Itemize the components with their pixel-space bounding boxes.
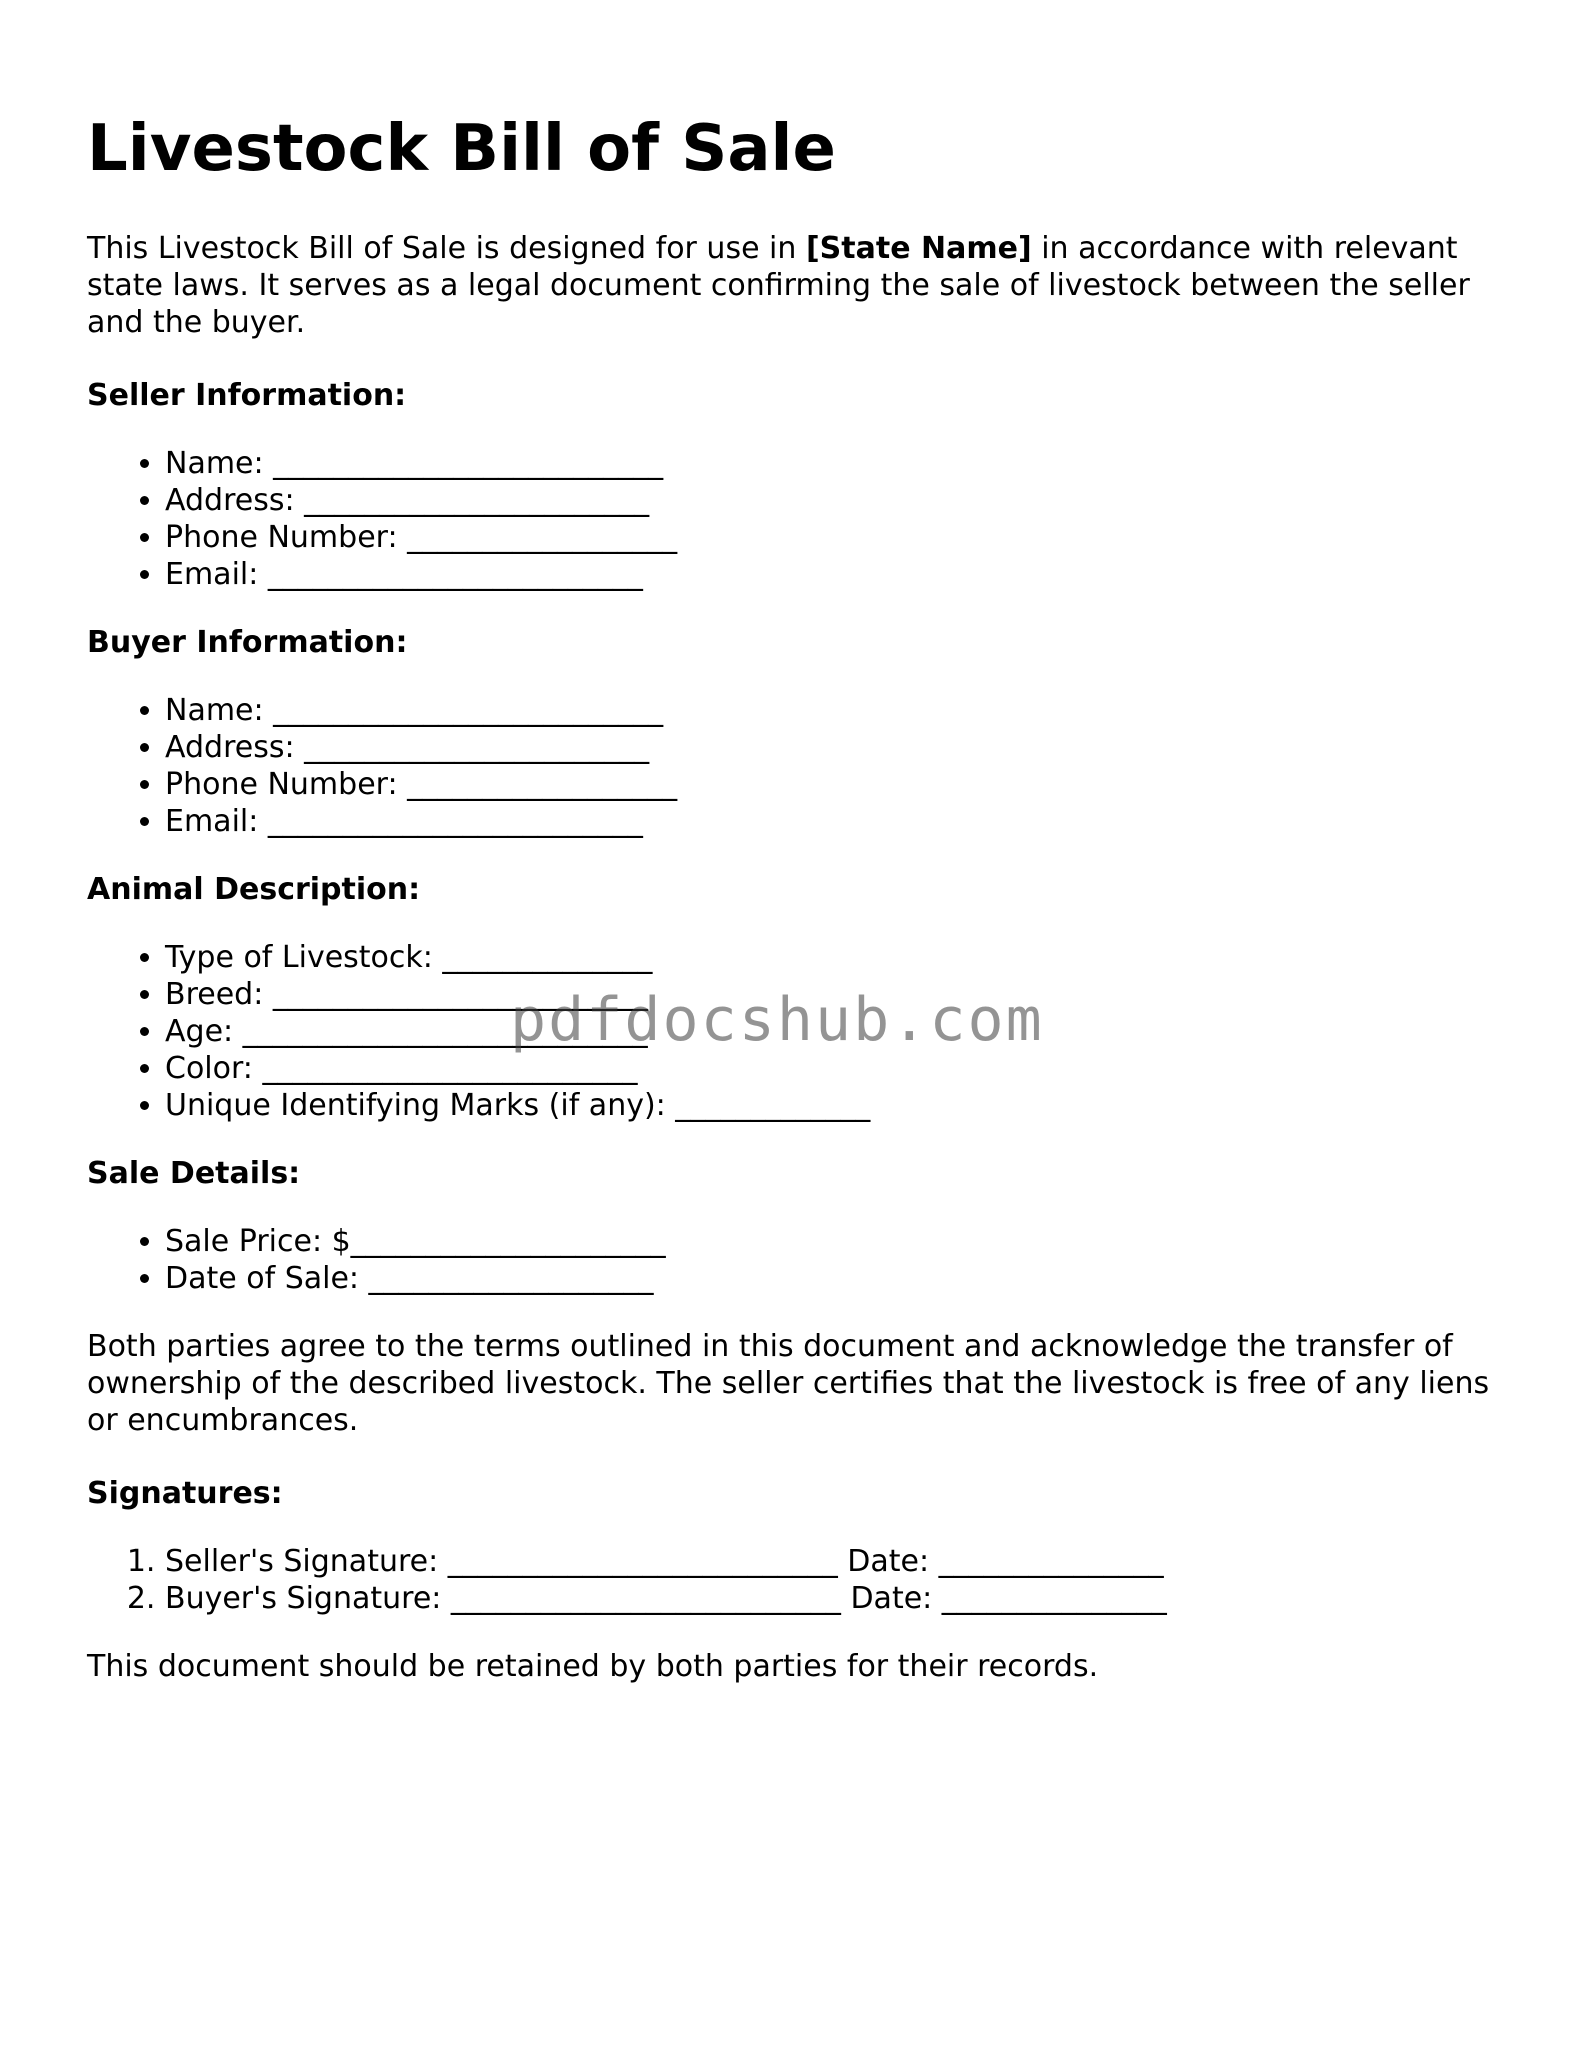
signatures-heading: Signatures: bbox=[87, 1476, 283, 1511]
buyer-list bbox=[87, 692, 1517, 840]
intro-paragraph bbox=[87, 230, 1517, 341]
buyer-phone-field: • Phone Number: __________________ bbox=[165, 766, 1517, 803]
buyer-heading: Buyer Information: bbox=[87, 625, 408, 660]
sale-heading: Sale Details: bbox=[87, 1156, 301, 1191]
watermark-text: pdfdocshub.com bbox=[510, 985, 1044, 1055]
seller-heading: Seller Information: bbox=[87, 378, 407, 413]
document-title: Livestock Bill of Sale bbox=[87, 112, 836, 186]
seller-signature-line: 1. Seller's Signature: __________________________ Date: _______________ bbox=[165, 1543, 1517, 1580]
buyer-signature-line: 2. Buyer's Signature: __________________________ Date: _______________ bbox=[165, 1580, 1517, 1617]
seller-phone-field: • Phone Number: __________________ bbox=[165, 519, 1517, 556]
animal-type-field: • Type of Livestock: ______________ bbox=[165, 939, 1517, 976]
seller-address-field: • Address: _______________________ bbox=[165, 482, 1517, 519]
intro-text-after: in accordance with relevant state laws. It serves as a legal document confirming the sale of livestock between the seller and the buyer. bbox=[87, 231, 1470, 340]
sale-price-field: • Sale Price: $_____________________ bbox=[165, 1223, 1517, 1260]
buyer-name-field: • Name: __________________________ bbox=[165, 692, 1517, 729]
animal-breed-field: • Breed: _________________________ bbox=[165, 976, 1517, 1013]
closing-paragraph: This document should be retained by both parties for their records. bbox=[87, 1649, 1099, 1684]
sale-date-field: • Date of Sale: ___________________ bbox=[165, 1260, 1517, 1297]
buyer-address-field: • Address: _______________________ bbox=[165, 729, 1517, 766]
animal-color-field: • Color: _________________________ bbox=[165, 1050, 1517, 1087]
intro-text-before: This Livestock Bill of Sale is designed for use in bbox=[87, 231, 806, 266]
document-page bbox=[87, 104, 1517, 1721]
seller-name-field: • Name: __________________________ bbox=[165, 445, 1517, 482]
sale-list bbox=[87, 1223, 1517, 1297]
state-name-placeholder: [State Name] bbox=[805, 231, 1032, 266]
buyer-email-field: • Email: _________________________ bbox=[165, 803, 1517, 840]
animal-age-field: • Age: ___________________________ bbox=[165, 1013, 1517, 1050]
animal-heading: Animal Description: bbox=[87, 872, 421, 907]
animal-marks-field: • Unique Identifying Marks (if any): _____________ bbox=[165, 1087, 1517, 1124]
animal-list bbox=[87, 939, 1517, 1124]
seller-list bbox=[87, 445, 1517, 593]
agreement-paragraph: Both parties agree to the terms outlined in this document and acknowledge the transfer of ownership of the described livestock. The seller certifies that the livestock is free of any liens or encumbrances. bbox=[87, 1329, 1490, 1438]
seller-email-field: • Email: _________________________ bbox=[165, 556, 1517, 593]
signatures-list bbox=[87, 1543, 1517, 1617]
